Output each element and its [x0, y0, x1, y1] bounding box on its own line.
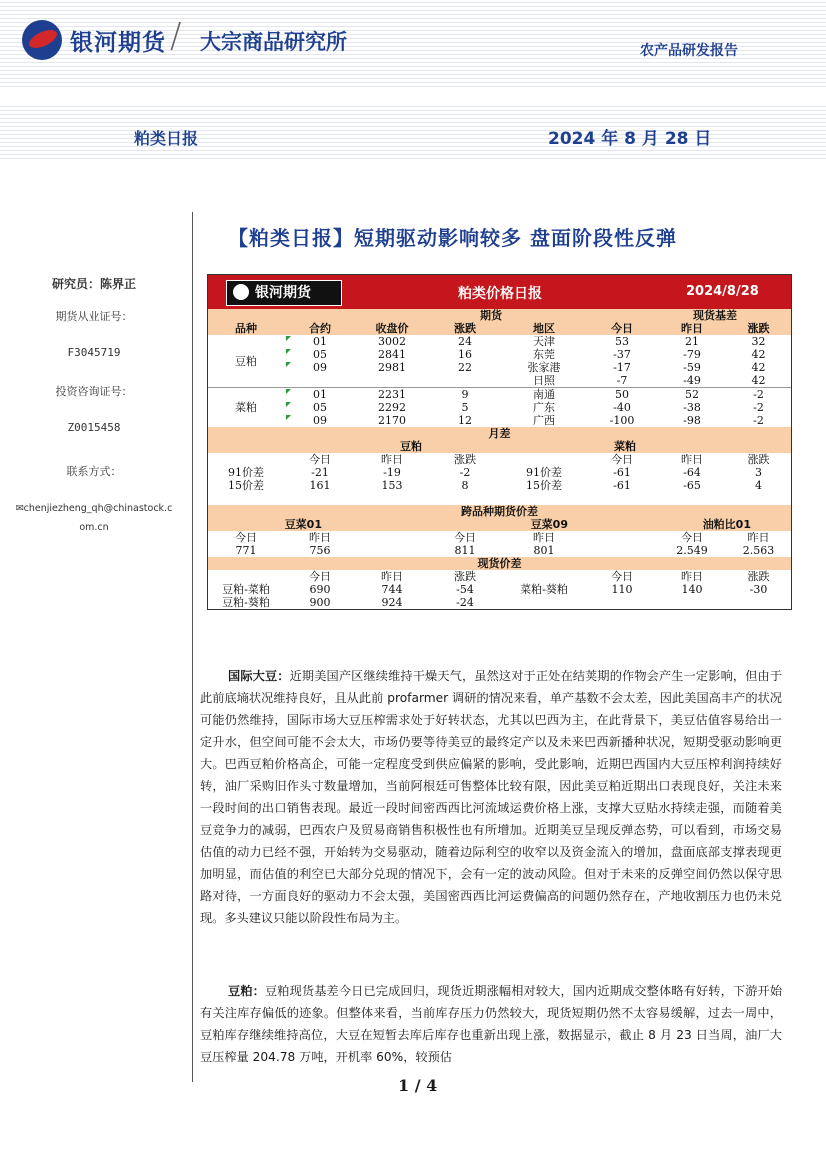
galaxy-logo-icon [22, 20, 62, 60]
sidebar-divider [192, 212, 193, 1082]
spread-column-headers: 今日 昨日 涨跌 今日 昨日 涨跌 [309, 453, 770, 466]
table-title: 粕类价格日报 [458, 286, 542, 302]
flag-icon [286, 402, 291, 407]
section-header-spread: 月差 [208, 427, 791, 440]
cross-groups: 豆菜01 豆菜09 油粕比01 [208, 518, 791, 531]
email-line-1[interactable]: ✉chenjiezheng_qh@chinastock.c [15, 503, 173, 514]
table-row: 菜粕 01 2231 9 南通 50 52 -2 [208, 388, 791, 402]
galaxy-logo-icon [233, 284, 249, 300]
section-header-futures: 期货 现货基差 [208, 309, 791, 322]
table-date: 2024/8/28 [686, 284, 759, 299]
table-row: 豆粕 01 3002 24 天津 53 21 32 [208, 335, 791, 348]
spot-column-headers: 今日 昨日 涨跌 今日 昨日 涨跌 [309, 570, 770, 583]
section-header-cross: 跨品种期货价差 [208, 505, 791, 518]
price-table [207, 274, 792, 610]
futures-cert-label: 期货从业证号： [55, 310, 133, 323]
soymeal-label: 豆粕 [235, 354, 257, 368]
mail-icon: ✉ [15, 503, 24, 514]
table-row: 豆粕-菜粕 690 744 -54 菜粕-葵粕 110 140 -30 [222, 583, 768, 596]
cross-column-headers: 今日 昨日 今日 昨日 今日 昨日 [235, 531, 770, 544]
flag-icon [286, 336, 291, 341]
spacer-row [208, 492, 791, 505]
flag-icon [286, 349, 291, 354]
report-date: 2024 年 8 月 28 日 [548, 129, 712, 149]
report-type: 农产品研发报告 [640, 43, 738, 59]
paragraph-lead: 豆粕： [228, 984, 265, 998]
paragraph-text: 豆粕现货基差今日已完成回归，现货近期涨幅相对较大，国内近期成交整体略有好转，下游开始有关注库存偏低的迹象。但整体来看，当前库存压力仍然较大，现货短期仍然不太容易缓解，过去一周中，豆粕库存继续维持高位，大豆在短暂去库后库存也重新出现上涨，数据显示，截止 8 月 23 日当周，油厂大豆压榨量 204.78 万吨，开机率 60%，较预估 [200, 984, 783, 1064]
table-row: 771 756 811 801 2.549 2.563 [235, 544, 775, 557]
flag-icon [286, 362, 291, 367]
advisory-cert-label: 投资咨询证号： [55, 385, 133, 398]
institute-name: 大宗商品研究所 [200, 30, 347, 54]
paragraph-intl-soybean [200, 665, 782, 929]
paragraph-lead: 国际大豆： [228, 669, 290, 683]
futures-cert: F3045719 [67, 346, 121, 359]
daily-name: 粕类日报 [134, 129, 199, 148]
paragraph-soymeal [200, 980, 782, 1068]
spread-groups: 豆粕 菜粕 [208, 440, 791, 453]
email-line-2[interactable]: om.cn [79, 522, 109, 533]
table-row: 豆粕-葵粕 900 924 -24 [222, 596, 474, 609]
contact-label: 联系方式： [66, 465, 122, 478]
table-row: 09 2981 22 张家港 -17 -59 42 [208, 361, 791, 374]
flag-icon [286, 389, 291, 394]
flag-icon [286, 415, 291, 420]
table-row: 日照 -7 -49 42 [533, 374, 766, 387]
brand-divider: / [170, 16, 182, 56]
researcher: 研究员：陈界正 [51, 277, 136, 291]
page-number: 1 / 4 [398, 1076, 438, 1095]
paragraph-text: 近期美国产区继续维持干燥天气，虽然这对于正处在结荚期的作物会产生一定影响，但由于此前底墒状况维持良好，且从此前 profarmer 调研的情况来看，单产基数不会太差，因此美国高丰产的状况可能仍然维持，国际市场大豆压榨需求处于好转状态，尤其以巴西为主，在此背景下，美豆估值容易给出一定升水，但空间可能不会太大，市场仍要等待美豆的最终定产以及未来巴西新播种状况，短期受驱动影响更大。巴西豆粕价格高企，可能一定程度受到供应偏紧的影响，受此影响，近期巴西国内大豆压榨利润持续好转，油厂采购旧作头寸数量增加，当前阿根廷可售整体比较有限，因此美豆粕近期出口表现良好，关注未来一段时间的出口销售表现。最近一段时间密西西比河流域运费价格上涨，支撑大豆贴水持续走强，而随着美豆竞争力的减弱，巴西农户及贸易商销售积极性也有所增加。近期美豆呈现反弹态势，可以看到，市场交易估值的动力已经不强，开始转为交易驱动，随着边际利空的收窄以及资金流入的增加，盘面底部支撑表现更加明显，而估值的利空已大部分兑现的情况下，会有一定的波动风险。但对于未来的反弹空间仍然以保守思路对待，一方面良好的驱动力不会太强，美国密西西比河运费偏高的问题仍然存在，产地收割压力也仍未兑现。多头建议只能以阶段性布局为主。 [200, 669, 783, 925]
table-row: 05 2841 16 东莞 -37 -79 42 [208, 348, 791, 361]
section-header-spot: 现货价差 [208, 557, 791, 570]
rapemeal-label: 菜粕 [208, 388, 284, 428]
report-title: 【粕类日报】短期驱动影响较多 盘面阶段性反弹 [228, 226, 677, 250]
column-headers: 品种 合约 收盘价 涨跌 地区 今日 昨日 涨跌 [208, 322, 791, 335]
advisory-cert: Z0015458 [67, 421, 121, 434]
table-row: 05 2292 5 广东 -40 -38 -2 [208, 401, 791, 414]
brand-name: 银河期货 [70, 30, 166, 56]
table-logo: 银河期货 [226, 280, 342, 306]
table-header [208, 275, 791, 309]
table-row: 15价差 161 153 8 15价差 -61 -65 4 [228, 479, 762, 492]
price-grid [208, 309, 791, 609]
table-row: 91价差 -21 -19 -2 91价差 -61 -64 3 [228, 466, 762, 479]
table-row: 09 2170 12 广西 -100 -98 -2 [208, 414, 791, 427]
